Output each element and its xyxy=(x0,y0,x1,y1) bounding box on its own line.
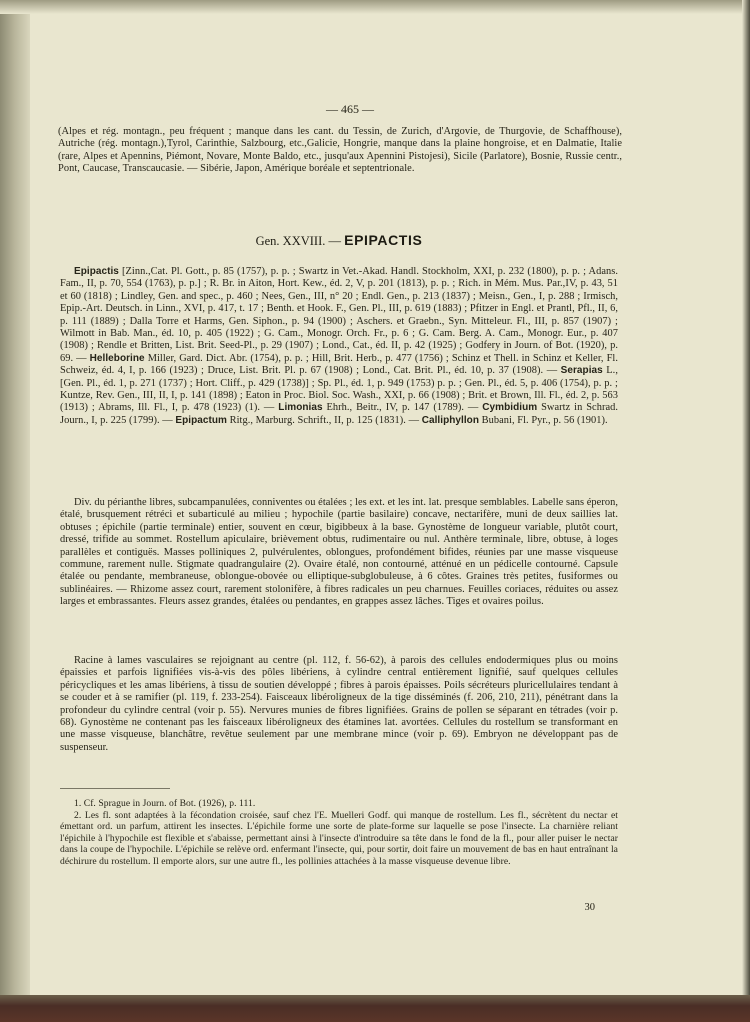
synonymy-paragraph xyxy=(60,266,618,427)
description-paragraph: Div. du périanthe libres, subcampanulées, conniventes ou étalées ; les ext. et les int. lat. presque semblables. Labelle sans éperon, étalé, brusquement rétréci et subarticulé au milieu ; hypochile (partie basilaire) concave, nectarifère, muni de deux saillies lat. obtuses ; épichile (partie terminale) entier, souvent en cœur, bigibbeux à la base. Gynostème de longueur variable, plutôt court, dressé, trifide au sommet. Rostellum apiculaire, brièvement obtus, rudimentaire ou nul. Anthère terminale, libre, obtuse, à loges parallèles et contiguës. Masses polliniques 2, pulvérulentes, oblongues, profondément bifides, réunies par une masse visqueuse commune, rarement nulle. Stigmate quadrangulaire (2). Ovaire étalé, non contourné, atténué en un pédicelle contourné. Capsule étalée ou pendante, membraneuse, oblongue-obovée ou elliptique-subglobuleuse, à 6 côtes. Graines très petites, fusiformes ou sublinéaires. — Rhizome assez court, rarement stolonifère, à fibres radicales un peu charnues. Feuilles coriaces, réduites ou assez larges et embrassantes. Fleurs assez grandes, étalées ou pendantes, en grappes assez lâches. Tiges et ovaires poilus. xyxy=(60,497,618,608)
synonymy-body-7: Bubani, Fl. Pyr., p. 56 (1901). xyxy=(481,414,608,426)
anatomy-paragraph: Racine à lames vasculaires se rejoignant au centre (pl. 112, f. 56-62), à parois des cellules endodermiques plus ou moins épaissies et parfois lignifiées vis-à-vis des pôles libériens, à cylindre central entièrement lignifié, sauf quelques cellules péricycliques et les amas libériens, à tissu de soutien développé ; fibres à parois épaisses. Poils sécréteurs pluricellulaires tendant à se couder et à se ramifier (pl. 119, f. 233-254). Faisceaux libéroligneux de la tige disséminés (f. 206, 210, 211), pénétrant dans la profondeur du cylindre central (voir p. 55). Nervures munies de fibres lignifiées. Grains de pollen se séparant en tétrades (voir p. 68). Gynostème ne contenant pas les faisceaux libéroligneux des étamines lat. avortées. Cellules du rostellum se transformant en une masse visqueuse, blanchâtre, revêtue seulement par une membrane mince (voir p. 69). Embryon ne développant pas de suspenseur. xyxy=(60,655,618,753)
synonym-serapias: Serapias xyxy=(560,365,603,377)
synonymy-body-6: Ritg., Marburg. Schrift., II, p. 125 (1831). — xyxy=(229,414,420,426)
page-number: — 465 — xyxy=(326,102,374,116)
synonymy-body-3: L., [Gen. Pl., éd. 1, p. 271 (1737) ; Hort. Cliff., p. 429 (1738)] ; Sp. Pl., éd. 1, p. 949 (1753) p. p. ; Gen. Pl., éd. 5, p. 406 (1754), p. p. ; Kuntze, Rev. Gen., III, II, I, p. 141 (1898) ; Eaton in Proc. Biol. Soc. Wash., XXI, p. 66 (1908) ; Brit. et Brown, Ill. Fl., éd. 2, p. 563 (1913) ; Abrams, Ill. Fl., I, p. 478 (1923) (1). — xyxy=(60,365,618,414)
signature-number: 30 xyxy=(584,902,595,913)
book-binding-edge xyxy=(0,995,750,1022)
synonymy-body-4: Ehrh., Beitr., IV, p. 147 (1789). — xyxy=(326,402,479,414)
page-spine-shadow xyxy=(0,0,30,1022)
synonymy-body-2: Miller, Gard. Dict. Abr. (1754), p. p. ; Hill, Brit. Herb., p. 477 (1756) ; Schinz et Thell. in Schinz et Keller, Fl. Schweiz, éd. 4, I, p. 166 (1923) ; Druce, List. Brit. Pl. p. 67 (1908) ; Lond., Cat. Brit. Pl., éd. 10, p. 37 (1908). — xyxy=(60,352,619,377)
synonymy-body-1: [Zinn.,Cat. Pl. Gott., p. 85 (1757), p. p. ; Swartz in Vet.-Akad. Handl. Stockholm, XXI, p. 232 (1800), p. p. ; Adans. Fam., II, p. 70, 554 (1763), p. p.] ; R. Br. in Aiton, Hort. Kew., éd. 2, V, p. 201 (1813), p. p. ; Rich. in Mém. Mus. Par.,IV, p. 43, 51 et 60 (1818) ; Lindley, Gen. and spec., p. 460 ; Nees, Gen., III, n° 20 ; Endl. Gen., p. 213 (1837) ; Meisn., Gen., I, p. 288 ; Irmisch, Epip.-Art. Deutsch. in Linn., XVI, p. 417, t. 17 ; Benth. et Hook. F., Gen. Pl., III, p. 619 (1883) ; Pfitzer in Engl. et Prantl, Pfl., II, 6, p. 111 (1889) ; Dalla Torre et Harms, Gen. Siphon., p. 94 (1900) ; Aschers. et Graebn., Syn. Mitteleur. Fl., III, p. 857 (1907) ; Wilmott in Bab. Man., éd. 10, p. 405 (1922) ; G. Cam., Monogr. Orch. Fr., p. 6 ; G. Cam. Berg. A. Cam., Monogr. Eur., p. 407 (1908) ; Rendle et Britten, List. Brit. Seed-Pl., p. 29 (1907) ; Lond., Cat., éd. II, p. 42 (1925) ; Godfery in Journ. of Bot. (1920), p. 69. — xyxy=(60,266,618,364)
footnote-1: 1. Cf. Sprague in Journ. of Bot. (1926), p. 111. xyxy=(74,798,256,809)
genus-heading-name: EPIPACTIS xyxy=(344,232,423,248)
page-edge-shadow xyxy=(742,0,750,1022)
genus-heading xyxy=(60,232,618,249)
page-top-shadow xyxy=(0,0,750,14)
synonym-cymbidium: Cymbidium xyxy=(482,402,538,414)
synonym-helleborine: Helleborine xyxy=(89,352,145,364)
synonym-limonias: Limonias xyxy=(278,402,323,414)
footnote-rule xyxy=(60,788,170,789)
synonym-epipactum: Epipactum xyxy=(175,414,227,426)
footnotes xyxy=(60,798,618,868)
distribution-paragraph: (Alpes et rég. montagn., peu fréquent ; manque dans les cant. du Tessin, de Zurich, d'Argovie, de Thurgovie, de Schaffhouse), Autriche (rég. montagn.),Tyrol, Carinthie, Salzbourg, etc.,Galicie, Hongrie, manque dans la plaine hongroise, et en Dalmatie, Italie (rare, Alpes et Apennins, Piémont, Novare, Monte Baldo, etc., jusqu'aux Apennini Pistojesi), Sicile (Parlatore), Bosnie, Russie centr., Pont, Caucase, Transcaucasie. — Sibérie, Japon, Amérique boréale et septentrionale. xyxy=(58,126,622,175)
synonymy-body-5: Swartz in Schrad. Journ., I, p. 225 (1799). — xyxy=(60,402,619,426)
footnote-2: 2. Les fl. sont adaptées à la fécondation croisée, sauf chez l'E. Muelleri Godf. qui manque de rostellum. Les fl., sécrètent du nectar et émettant ord. un parfum, attirent les insectes. L'épichile forme une sorte de plate-forme sur laquelle se pose l'insecte. La charnière reliant l'épichile à l'hypochile est flexible et s'abaisse, permettant ainsi à l'insecte d'introduire sa tête dans le fond de la fl., pour aller puiser le nectar dans la coupe de l'hypochile. L'épichile se relève ord. enfermant l'insecte, qui, pour sortir, doit faire un mouvement de bas en haut entraînant la déchirure du rostellum. Il emporte alors, sur une autre fl., les pollinies attachées à la masse visqueuse devenue libre. xyxy=(60,809,618,867)
synonym-calliphyllon: Calliphyllon xyxy=(421,414,479,426)
synonym-epipactis: Epipactis xyxy=(74,266,119,277)
genus-heading-prefix: Gen. XXVIII. — xyxy=(255,234,341,248)
